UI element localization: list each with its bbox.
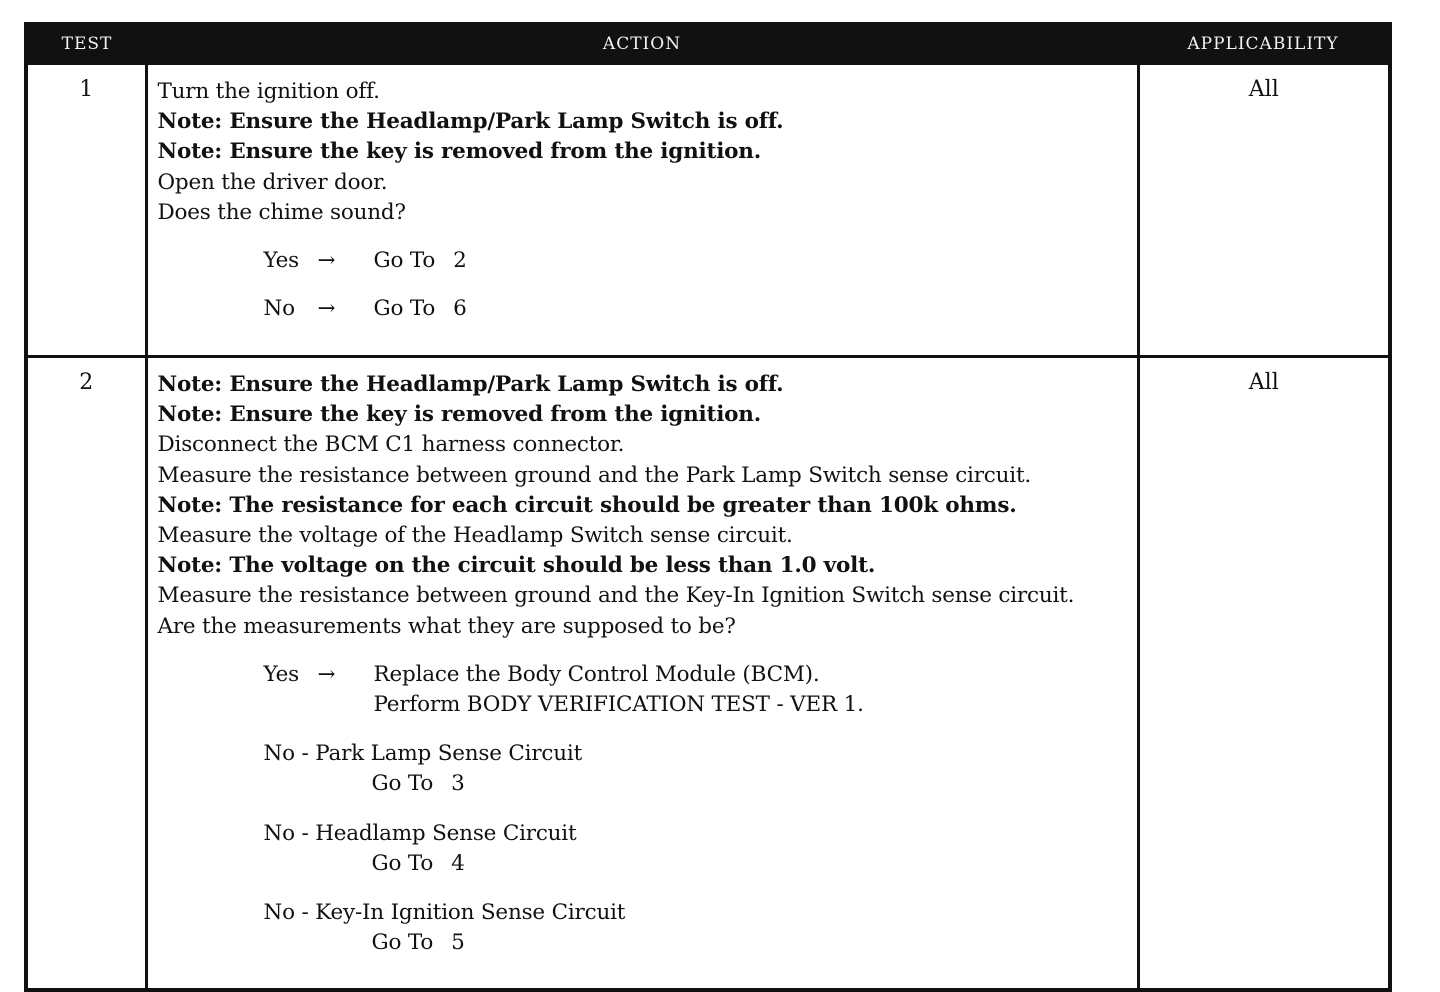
goto-label: Go To: [371, 930, 434, 956]
action-line: Open the driver door.: [157, 169, 388, 195]
goto-line: [372, 928, 1129, 958]
header-applicability: APPLICABILITY: [1138, 24, 1390, 64]
action-line: Measure the voltage of the Headlamp Switch sense circuit.: [157, 523, 793, 549]
goto-number: 3: [451, 771, 465, 797]
yes-label: Yes: [263, 661, 299, 687]
goto-number: 5: [451, 930, 465, 956]
no-branch: [264, 898, 1129, 958]
arrow-right-icon: →: [317, 296, 336, 322]
goto-number: 6: [453, 296, 467, 322]
header-action: ACTION: [146, 24, 1138, 64]
note-line: Note: Ensure the key is removed from the ignition.: [157, 402, 762, 428]
yes-label: Yes: [263, 248, 299, 274]
goto-label: Go To: [371, 771, 434, 797]
no-label: No: [263, 296, 295, 322]
goto-label: Go To: [371, 850, 434, 876]
action-line: Turn the ignition off.: [157, 79, 380, 104]
goto-number: 2: [453, 248, 467, 274]
table-row: [26, 64, 1390, 357]
action-line: Measure the resistance between ground and the Key-In Ignition Switch sense circuit.: [157, 583, 1075, 609]
result-line: Replace the Body Control Module (BCM).: [373, 661, 820, 687]
action-line: Disconnect the BCM C1 harness connector.: [157, 432, 625, 458]
no-branch: [264, 294, 1129, 324]
test-number: 2: [26, 357, 146, 991]
action-line: Measure the resistance between ground and the Park Lamp Switch sense circuit.: [157, 462, 1032, 488]
no-branch: [264, 819, 1129, 879]
note-line: Note: Ensure the key is removed from the ignition.: [157, 139, 762, 165]
question-line: Does the chime sound?: [157, 199, 406, 225]
applicability-cell: All: [1138, 64, 1390, 357]
arrow-right-icon: →: [317, 661, 336, 687]
table-row: [26, 357, 1390, 991]
no-label: No - Headlamp Sense Circuit: [263, 820, 577, 846]
yes-branch: [264, 660, 1129, 720]
goto-label: Go To: [373, 248, 436, 274]
test-number: 1: [26, 64, 146, 357]
yes-result: [374, 660, 864, 720]
arrow-right-icon: →: [317, 248, 336, 274]
question-line: Are the measurements what they are supposed to be?: [157, 613, 736, 639]
goto-number: 4: [451, 850, 465, 876]
note-line: Note: The resistance for each circuit should be greater than 100k ohms.: [157, 492, 1017, 518]
no-branch: [264, 739, 1129, 799]
note-line: Note: Ensure the Headlamp/Park Lamp Switch is off.: [157, 109, 784, 135]
action-cell: [146, 357, 1138, 991]
note-line: Note: Ensure the Headlamp/Park Lamp Switch is off.: [157, 372, 784, 397]
result-line: Perform BODY VERIFICATION TEST - VER 1.: [373, 692, 864, 718]
diagnostic-test-table: [24, 22, 1392, 992]
yes-branch: [264, 246, 1129, 276]
note-line: Note: The voltage on the circuit should be less than 1.0 volt.: [157, 553, 876, 579]
header-test: TEST: [26, 24, 146, 64]
applicability-cell: All: [1138, 357, 1390, 991]
goto-line: [372, 769, 1129, 799]
no-label: No - Key-In Ignition Sense Circuit: [263, 900, 626, 926]
goto-line: [372, 849, 1129, 879]
no-label: No - Park Lamp Sense Circuit: [263, 741, 583, 767]
table-header-row: [26, 24, 1390, 64]
goto-label: Go To: [373, 296, 436, 322]
action-cell: [146, 64, 1138, 357]
